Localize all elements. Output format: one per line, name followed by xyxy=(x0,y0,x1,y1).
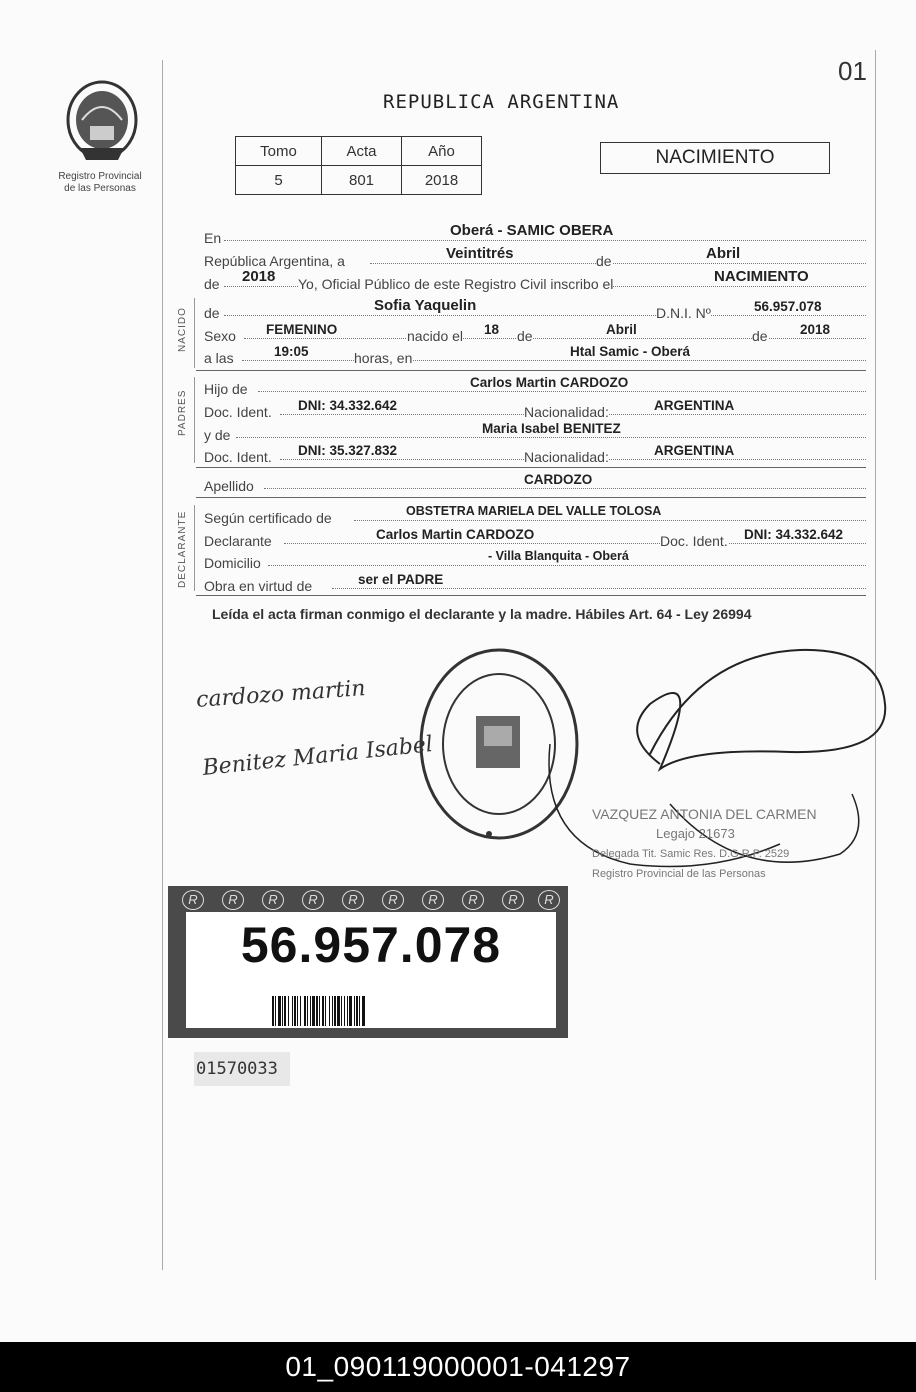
footer-id: 01_090119000001-041297 xyxy=(0,1342,916,1392)
divider-2 xyxy=(196,467,866,468)
mother-nac-label: Nacionalidad: xyxy=(524,449,609,465)
page-number: 01 xyxy=(838,56,867,86)
barcode-number: 56.957.078 xyxy=(240,917,502,973)
obra-label: Obra en virtud de xyxy=(204,578,313,594)
left-margin-line xyxy=(162,60,163,1270)
provincial-seal xyxy=(60,78,144,173)
month-value: Abril xyxy=(706,245,741,262)
child-name-value: Sofia Yaquelin xyxy=(374,297,477,314)
nacido-de-label-2: de xyxy=(517,328,533,344)
father-nac-label: Nacionalidad: xyxy=(524,404,609,420)
header-ano: Año xyxy=(402,137,482,166)
de-label: de xyxy=(596,253,612,269)
barcode-label xyxy=(186,912,556,1028)
padres-section-label: PADRES xyxy=(177,389,188,436)
mother-name-value: Maria Isabel BENITEZ xyxy=(482,421,621,436)
sexo-label: Sexo xyxy=(204,328,236,344)
padres-bracket xyxy=(194,377,195,463)
birth-day-value: 18 xyxy=(484,322,500,337)
inscribo-text: Yo, Oficial Público de este Registro Civil inscribo el xyxy=(298,276,614,292)
time-value: 19:05 xyxy=(274,344,309,359)
nacido-section-label: NACIDO xyxy=(177,307,188,352)
official-name-stamp xyxy=(592,804,822,884)
closing-text: Leída el acta firman conmigo el declarante y la madre. Hábiles Art. 64 - Ley 26994 xyxy=(212,606,752,622)
record-table xyxy=(235,136,482,195)
birth-place-value: Htal Samic - Oberá xyxy=(570,344,691,359)
stamp-line-3: Delegada Tit. Samic Res. D.G.R.P. 2529 xyxy=(592,848,790,860)
divider-4 xyxy=(196,595,866,596)
birth-year-value: 2018 xyxy=(800,322,831,337)
mother-signature: Benitez Maria Isabel xyxy=(201,731,435,782)
padres-row-2 xyxy=(204,400,866,422)
seal-caption: Registro Provincial de las Personas xyxy=(58,171,142,194)
stamp-line-1: VAZQUEZ ANTONIA DEL CARMEN xyxy=(592,806,817,822)
republica-label: República Argentina, a xyxy=(204,253,345,269)
padres-row-3 xyxy=(204,423,866,445)
declarant-name-value: Carlos Martin CARDOZO xyxy=(376,527,535,542)
obra-value: ser el PADRE xyxy=(358,572,444,587)
father-doc-label: Doc. Ident. xyxy=(204,404,272,420)
mother-nationality-value: ARGENTINA xyxy=(654,443,735,458)
declarante-row-4 xyxy=(204,574,866,596)
intro-row-3 xyxy=(204,268,866,294)
padres-row-4 xyxy=(204,445,866,467)
barcode-sticker: R R R R R R R R R R 56.957.078 xyxy=(168,886,568,1038)
mother-doc-value: DNI: 35.327.832 xyxy=(298,443,398,458)
apellido-row xyxy=(204,474,866,496)
control-number: 01570033 xyxy=(194,1052,290,1086)
hijo-label: Hijo de xyxy=(204,381,248,397)
nacido-row-1 xyxy=(204,297,866,323)
value-ano: 2018 xyxy=(402,166,482,195)
header-acta: Acta xyxy=(322,137,402,166)
decl-doc-label: Doc. Ident. xyxy=(660,533,728,549)
barcode-bars xyxy=(272,996,498,1026)
nacido-row-3 xyxy=(204,346,866,368)
header-tomo: Tomo xyxy=(236,137,322,166)
nacido-el-label: nacido el xyxy=(407,328,464,344)
dni-label: D.N.I. Nº xyxy=(656,305,711,321)
stamp-line-2: Legajo 21673 xyxy=(656,826,735,841)
divider-3 xyxy=(196,497,866,498)
decl-label: Declarante xyxy=(204,533,272,549)
declarant-doc-value: DNI: 34.332.642 xyxy=(744,527,844,542)
declarante-row-2 xyxy=(204,529,866,551)
apellido-label: Apellido xyxy=(204,478,254,494)
father-nationality-value: ARGENTINA xyxy=(654,398,735,413)
las-label: a las xyxy=(204,350,234,366)
record-type-box: NACIMIENTO xyxy=(600,142,830,174)
nacido-row-2 xyxy=(204,324,866,346)
de-label-2: de xyxy=(204,276,220,292)
declarante-bracket xyxy=(194,505,195,591)
intro-row-1 xyxy=(204,222,866,248)
declarante-section-label: DECLARANTE xyxy=(177,510,188,588)
child-dni-value: 56.957.078 xyxy=(754,299,822,314)
year-value: 2018 xyxy=(242,268,276,285)
apellido-value: CARDOZO xyxy=(524,472,593,487)
declarante-row-3 xyxy=(204,551,866,573)
en-label: En xyxy=(204,230,222,246)
divider-1 xyxy=(196,370,866,371)
declarante-row-1 xyxy=(204,506,866,528)
birth-month-value: Abril xyxy=(606,322,637,337)
domicile-value: - Villa Blanquita - Oberá xyxy=(488,549,629,563)
mother-doc-label: Doc. Ident. xyxy=(204,449,272,465)
nacido-bracket xyxy=(194,298,195,368)
stamp-line-4: Registro Provincial de las Personas xyxy=(592,868,766,880)
record-kind-value: NACIMIENTO xyxy=(714,268,809,285)
declarant-signature: cardozo martin xyxy=(195,676,367,713)
father-doc-value: DNI: 34.332.642 xyxy=(298,398,398,413)
value-acta: 801 xyxy=(322,166,402,195)
dom-label: Domicilio xyxy=(204,555,261,571)
cert-label: Según certificado de xyxy=(204,510,332,526)
nacido-de-label-3: de xyxy=(752,328,768,344)
horas-label: horas, en xyxy=(354,350,413,366)
barcode-bar xyxy=(365,996,366,1026)
place-value: Oberá - SAMIC OBERA xyxy=(450,222,614,239)
yde-label: y de xyxy=(204,427,231,443)
value-tomo: 5 xyxy=(236,166,322,195)
padres-row-1 xyxy=(204,377,866,399)
certificate-value: OBSTETRA MARIELA DEL VALLE TOLOSA xyxy=(406,504,662,518)
father-name-value: Carlos Martin CARDOZO xyxy=(470,375,629,390)
country-title: REPUBLICA ARGENTINA xyxy=(383,91,620,113)
nacido-de-label: de xyxy=(204,305,220,321)
day-words-value: Veintitrés xyxy=(446,245,514,262)
sexo-value: FEMENINO xyxy=(266,322,338,337)
